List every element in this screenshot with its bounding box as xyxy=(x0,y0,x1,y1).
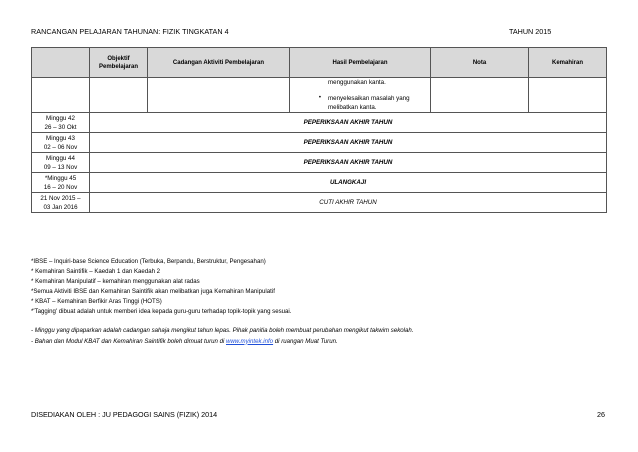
week-dates: 03 Jan 2016 xyxy=(43,203,78,211)
week-dates: 16 – 20 Nov xyxy=(43,183,78,191)
outcome-line: menggunakan kanta. xyxy=(328,79,386,86)
note-download-text: - Bahan dan Modul KBAT dan Kemahiran Saintifik boleh dimuat turun di xyxy=(31,337,226,345)
week-cell xyxy=(32,113,90,133)
note-item: * Kemahiran Saintifik – Kaedah 1 dan Kaedah 2 xyxy=(31,268,161,275)
footer-prepared-by: DISEDIAKAN OLEH : JU PEDAGOGI SAINS (FIZIK) 2014 xyxy=(31,410,218,419)
row-activity: PEPERIKSAAN AKHIR TAHUN xyxy=(90,133,607,153)
note-item: *Semua Aktiviti IBSE dan Kemahiran Saintifik akan melibatkan juga Kemahiran Manipulatif xyxy=(31,288,275,295)
week-cell xyxy=(32,153,90,173)
week-cell xyxy=(32,173,90,193)
page-number: 26 xyxy=(597,410,605,419)
week-dates: 26 – 30 Okt xyxy=(44,123,77,131)
empty-cell xyxy=(32,78,90,113)
learning-outcome-cell xyxy=(290,78,431,113)
download-link[interactable]: www.myintek.info xyxy=(226,337,274,345)
continuation-row xyxy=(32,78,607,113)
table-row xyxy=(32,153,607,173)
notes-list xyxy=(31,257,291,317)
empty-cell xyxy=(529,78,607,113)
week-label: Minggu 43 xyxy=(46,134,75,142)
row-activity: PEPERIKSAAN AKHIR TAHUN xyxy=(90,153,607,173)
table-row xyxy=(32,133,607,153)
bullet-icon: • xyxy=(318,95,321,101)
column-header-outcome: Hasil Pembelajaran xyxy=(290,48,431,78)
week-dates: 02 – 06 Nov xyxy=(43,143,78,151)
empty-cell xyxy=(148,78,290,113)
outcome-bullet xyxy=(290,94,430,112)
column-header-activity: Cadangan Aktiviti Pembelajaran xyxy=(148,48,290,78)
column-header-notes: Nota xyxy=(431,48,529,78)
week-label: *Minggu 45 xyxy=(44,174,77,182)
note-download xyxy=(31,337,413,348)
table-row xyxy=(32,173,607,193)
empty-cell xyxy=(90,78,148,113)
note-item: *'Tagging' dibuat adalah untuk memberi idea kepada guru-guru terhadap topik-topik yang sesuai. xyxy=(31,308,292,315)
table-row xyxy=(32,113,607,133)
week-cell xyxy=(32,193,90,213)
column-header-skills: Kemahiran xyxy=(529,48,607,78)
document-year: TAHUN 2015 xyxy=(509,27,552,36)
row-activity: CUTI AKHIR TAHUN xyxy=(90,193,607,213)
note-item: * Kemahiran Manipulatif – kemahiran menggunakan alat radas xyxy=(31,278,200,285)
week-dates: 09 – 13 Nov xyxy=(43,163,78,171)
row-activity: ULANGKAJI xyxy=(90,173,607,193)
outcome-bullet-line-2: melibatkan kanta. xyxy=(328,104,377,111)
empty-cell xyxy=(431,78,529,113)
italic-notes xyxy=(31,326,413,347)
note-item: *IBSE – Inquiri-base Science Education (Terbuka, Berpandu, Berstruktur, Pengesahan) xyxy=(31,258,266,265)
table-row xyxy=(32,193,607,213)
table-header-row xyxy=(32,48,607,78)
lesson-plan-table xyxy=(31,47,607,213)
note-schedule: - Minggu yang dipaparkan adalah cadangan sahaja mengikut tahun lepas. Pihak panitia boleh membuat perubahan mengikut takwim sekolah. xyxy=(31,327,414,334)
outcome-bullet-text xyxy=(328,94,410,112)
note-download-suffix: di ruangan Muat Turun. xyxy=(273,337,338,345)
row-activity: PEPERIKSAAN AKHIR TAHUN xyxy=(90,113,607,133)
outcome-bullet-line-1: menyelesaikan masalah yang xyxy=(328,95,410,102)
document-title: RANCANGAN PELAJARAN TAHUNAN: FIZIK TINGKATAN 4 xyxy=(31,27,229,36)
note-item: * KBAT – Kemahiran Berfikir Aras Tinggi (HOTS) xyxy=(31,298,162,305)
week-label: Minggu 44 xyxy=(46,154,75,162)
column-header-week xyxy=(32,48,90,78)
week-label: 21 Nov 2015 – xyxy=(40,194,81,202)
column-header-objective: Objektif Pembelajaran xyxy=(90,48,148,78)
week-cell xyxy=(32,133,90,153)
week-label: Minggu 42 xyxy=(46,114,75,122)
